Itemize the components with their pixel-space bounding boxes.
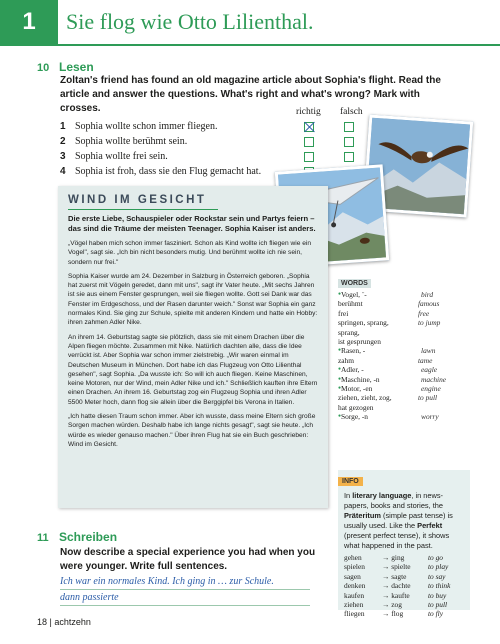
verb-translation: to pull — [428, 600, 448, 610]
verb-past: → zog — [382, 600, 402, 610]
vocab-english: famous — [418, 299, 440, 309]
info-explanation — [338, 488, 470, 553]
vocab-german: Maschine, -n — [341, 374, 380, 384]
verb-past: → dachte — [382, 581, 411, 591]
vocab-german: sprang, — [338, 327, 360, 337]
vocabulary-box — [338, 272, 468, 460]
vocab-entry — [338, 393, 468, 402]
vocab-entry — [338, 365, 468, 374]
verb-translation: to think — [428, 581, 451, 591]
verb-infinitive: sagen — [344, 571, 361, 581]
verb-translation: to go — [428, 553, 443, 562]
bullet-icon: ● — [338, 413, 342, 420]
vocab-english: worry — [421, 412, 439, 422]
header-divider — [0, 44, 500, 46]
vocab-entry — [338, 403, 468, 412]
verb-row — [338, 572, 470, 581]
verb-past: → kaufte — [382, 590, 410, 600]
section-number: 11 — [37, 532, 49, 544]
vocab-english: to jump — [418, 318, 441, 328]
info-text-part: In — [344, 491, 353, 500]
vocab-entry — [338, 337, 468, 346]
section-number: 10 — [37, 62, 50, 74]
info-text-part: (present perfect tense), it shows what happened in the past. — [344, 531, 450, 550]
vocabulary-list — [338, 290, 468, 422]
vocab-german: zahm — [338, 355, 355, 365]
vocab-german: Vogel, ¨- — [341, 290, 367, 299]
bullet-icon: ● — [338, 366, 342, 373]
vocab-english: to pull — [418, 393, 438, 403]
vocab-entry — [338, 290, 468, 299]
vocab-english: bird — [421, 290, 434, 299]
unit-title: Sie flog wie Otto Lilienthal. — [66, 9, 314, 34]
article-paragraph: An ihrem 14. Geburtstag sagte sie plötzlich, dass sie mit einem Drachen über die Alpen fliegen möchte. Zusammen mit Nike. Natürlich dachten alle, dass die Idee verrückt ist. Aber Sophia war schon immer zielstrebig. „Wir waren einmal im Deutschen Museum in München. Dort habe ich das Flugzeug von Otto Lilienthal gesehen", sagt Sophia. „Da wusste ich: So will ich auch fliegen. Keine Maschinen, keine Motoren, nur der Wind, mein Adler Nike und ich." Schließlich kauften ihre Eltern einen Drachen. An ihrem 16. Geburtstag zog ein Flugzeug Sophia und ihren Adler 5500 Meter hoch, dann flog sie allein über die Berggipfel bis Verona in Italien. — [68, 333, 318, 406]
vocab-german: ziehen, zieht, zog, — [338, 393, 392, 403]
verb-row — [338, 609, 470, 618]
vocab-german: Sorge, -n — [341, 412, 368, 422]
vocab-entry — [338, 384, 468, 393]
vocab-english: tame — [418, 355, 433, 365]
falsch-checkbox[interactable] — [344, 137, 354, 147]
words-tag: WORDS — [338, 279, 371, 288]
column-header-wrong: falsch — [340, 107, 363, 117]
bullet-icon: ● — [338, 375, 342, 382]
magazine-article — [58, 186, 328, 508]
question-number: 2 — [60, 136, 66, 147]
verb-past: → flog — [382, 609, 404, 619]
vocab-entry — [338, 309, 468, 318]
verb-infinitive: kaufen — [344, 590, 365, 600]
article-paragraph: „Vögel haben mich schon immer fasziniert. Schon als Kind wollte ich fliegen wie ein Vogel", sagt sie. „Ich bin nicht besonders mutig. Und berühmt wollte ich nie sein, sondern nur frei." — [68, 240, 311, 266]
vocab-entry — [338, 299, 468, 308]
vocab-german: berühmt — [338, 299, 363, 309]
vocab-entry — [338, 356, 468, 365]
section-title: Lesen — [59, 60, 94, 74]
vocab-english: lawn — [421, 346, 436, 356]
question-number: 1 — [60, 121, 66, 132]
richtig-checkbox[interactable] — [304, 152, 314, 162]
question-number: 4 — [60, 166, 66, 177]
bullet-icon: ● — [338, 347, 342, 354]
richtig-checkbox[interactable] — [304, 137, 314, 147]
vocab-english: machine — [421, 374, 447, 384]
verb-row — [338, 562, 470, 571]
info-keyword: Präteritum — [344, 511, 381, 520]
vocab-english: eagle — [421, 365, 438, 375]
verb-past: → sagte — [382, 571, 407, 581]
vocab-german: hat gezogen — [338, 402, 374, 412]
section-11-instruction: Now describe a special experience you had when you were younger. Write full sentences. — [60, 547, 316, 572]
info-text-part: , in news-papers, books and stories, the — [344, 491, 444, 510]
unit-number: 1 — [0, 0, 58, 44]
page-footer — [37, 617, 91, 627]
verb-translation: to say — [428, 571, 446, 581]
vocab-german: ist gesprungen — [338, 337, 381, 347]
verb-infinitive: fliegen — [344, 609, 365, 619]
article-paragraph: Sophia Kaiser wurde am 24. Dezember in Salzburg in Österreich geboren. „Sophia hat zuerst mit Vögeln geredet, dann mit uns", sagt ihr Vater heute. „Mit sechs Jahren ist sie aus einem Fenster gesprungen, weil sie fliegen wollte. Gott sei Dank war das Fenster im Erdgeschoss, und der Rasen darunter weich." Sonst war Sophia ein ganz normales Kind. Sie ging zur Schule, spielte mit anderen Kindern und hatte ein Hobby: ihren zahmen Adler Nike. — [68, 272, 318, 327]
verb-infinitive: denken — [344, 581, 366, 591]
verb-translation: to play — [428, 562, 449, 572]
verb-past: → spielte — [382, 562, 411, 572]
vocab-german: springen, sprang, — [338, 318, 389, 328]
page-number: 18 — [37, 617, 48, 627]
section-10-instruction: Zoltan's friend has found an old magazine article about Sophia's flight. Read the article and answer the questions. What's right and what's wrong? Mark with crosses. — [60, 75, 441, 114]
richtig-checkbox[interactable] — [304, 122, 314, 132]
page-separator: | — [49, 617, 52, 627]
article-paragraph: „Ich hatte diesen Traum schon immer. Aber ich wusste, dass meine Eltern sich große Sorgen machen würden. Deshalb habe ich lange nichts gesagt", sagt sie heute. „Ich würde es wieder genauso machen." Über ihren Flug hat sie ein Buch geschrieben: Wind im Gesicht. — [68, 413, 316, 448]
vocab-german: Motor, -en — [341, 384, 373, 394]
info-keyword: Perfekt — [417, 521, 443, 530]
falsch-checkbox[interactable] — [344, 122, 354, 132]
falsch-checkbox[interactable] — [344, 152, 354, 162]
question-text: Sophia wollte schon immer fliegen. — [75, 121, 218, 132]
vocab-english: free — [418, 308, 430, 318]
column-header-right: richtig — [296, 107, 321, 117]
vocab-entry — [338, 346, 468, 355]
unit-header — [0, 0, 500, 44]
question-row — [60, 136, 420, 151]
bullet-icon: ● — [338, 385, 342, 392]
verb-infinitive: gehen — [344, 553, 362, 562]
question-row — [60, 121, 420, 136]
verb-list — [338, 553, 470, 619]
question-text: Sophia wollte frei sein. — [75, 151, 168, 162]
page-number-word: achtzehn — [54, 617, 91, 627]
vocab-english: engine — [421, 384, 441, 394]
verb-row — [338, 591, 470, 600]
verb-translation: to buy — [428, 590, 447, 600]
grammar-info-box — [338, 470, 470, 619]
info-keyword: literary language — [352, 491, 412, 500]
vocab-german: Rasen, - — [341, 346, 366, 356]
info-tag: INFO — [338, 477, 363, 486]
article-title-underline — [68, 209, 218, 210]
vocab-entry — [338, 318, 468, 327]
verb-infinitive: spielen — [344, 562, 365, 572]
section-title: Schreiben — [59, 530, 118, 544]
writing-line[interactable]: Ich war ein normales Kind. Ich ging in … zur Schule. — [60, 576, 310, 590]
info-text-part: (simple past tense) is usually used. Like the — [344, 511, 453, 530]
verb-row — [338, 581, 470, 590]
vocab-german: Adler, - — [341, 365, 364, 375]
section-10-heading — [37, 60, 94, 74]
writing-line[interactable]: dann passierte — [60, 592, 310, 606]
verb-translation: to fly — [428, 609, 443, 619]
vocab-german: frei — [338, 308, 349, 318]
article-lead: Die erste Liebe, Schauspieler oder Rockstar sein und Partys feiern – das sind die Träume der meisten Teenager. Sophia Kaiser ist anders. — [68, 214, 316, 233]
vocab-entry — [338, 328, 468, 337]
article-title: WIND IM GESICHT — [68, 194, 207, 206]
question-text: Sophia wollte berühmt sein. — [75, 136, 188, 147]
verb-row — [338, 600, 470, 609]
vocab-entry — [338, 412, 468, 421]
verb-infinitive: ziehen — [344, 600, 364, 610]
section-11-heading — [37, 530, 117, 544]
question-number: 3 — [60, 151, 66, 162]
question-text: Sophia ist froh, dass sie den Flug gemacht hat. — [75, 166, 262, 177]
verb-row — [338, 553, 470, 562]
vocab-entry — [338, 375, 468, 384]
verb-past: → ging — [382, 553, 405, 562]
bullet-icon: ● — [338, 291, 342, 297]
